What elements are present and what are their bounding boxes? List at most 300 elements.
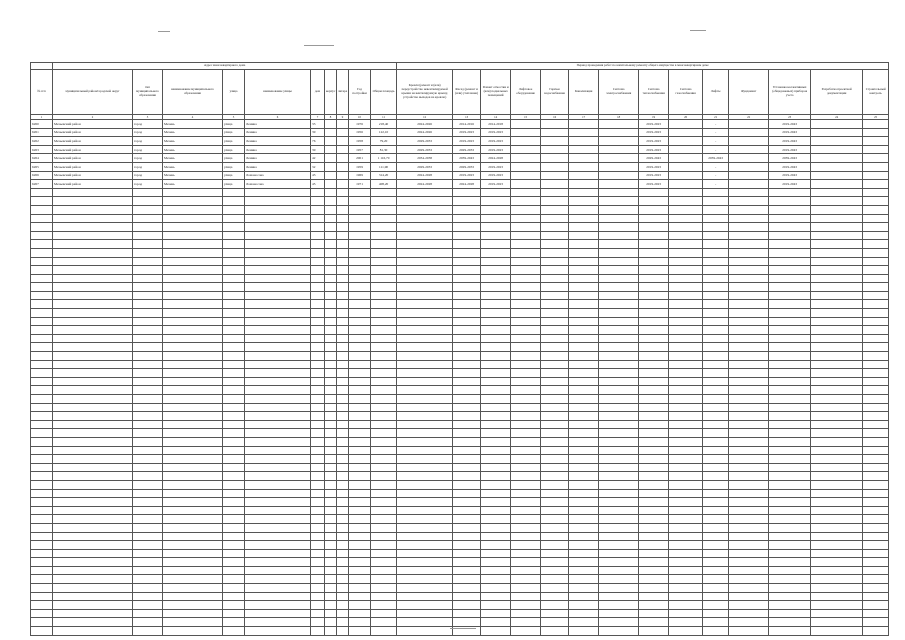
table-cell: [325, 386, 337, 395]
table-cell: [811, 266, 863, 275]
table-cell: [569, 618, 599, 627]
table-cell: [599, 128, 639, 137]
table-cell: [811, 429, 863, 438]
table-cell: [245, 584, 311, 593]
table-cell: [223, 420, 245, 429]
table-cell: [31, 412, 53, 421]
table-cell: [863, 377, 889, 386]
table-cell: [703, 515, 729, 524]
table-cell: [453, 566, 481, 575]
table-cell: [569, 592, 599, 601]
table-cell: [31, 214, 53, 223]
table-cell: [639, 601, 669, 610]
table-cell: 2029-2043: [639, 154, 669, 163]
table-cell: [669, 455, 703, 464]
table-cell: [569, 309, 599, 318]
table-cell: [729, 566, 769, 575]
table-cell: [337, 223, 349, 232]
table-cell: [453, 377, 481, 386]
table-cell: [729, 145, 769, 154]
table-cell: [311, 377, 325, 386]
table-cell: [811, 274, 863, 283]
table-cell: [133, 566, 163, 575]
table-cell: [371, 506, 397, 515]
table-cell: [769, 188, 811, 197]
table-cell: [163, 386, 223, 395]
table-cell: [311, 566, 325, 575]
table-cell: [349, 523, 371, 532]
table-cell: [541, 317, 569, 326]
table-cell: 2019-2023: [453, 137, 481, 146]
table-cell: [133, 515, 163, 524]
table-cell: 2019-2043: [769, 171, 811, 180]
table-cell: [511, 180, 541, 189]
table-cell: [511, 188, 541, 197]
table-cell: [133, 627, 163, 636]
column-header: Лифты: [703, 70, 729, 115]
table-cell: [163, 566, 223, 575]
table-cell: [397, 412, 453, 421]
table-cell: [337, 575, 349, 584]
table-cell: [769, 300, 811, 309]
table-cell: [511, 326, 541, 335]
table-cell: [769, 609, 811, 618]
table-cell: [541, 137, 569, 146]
table-cell: Мезень: [163, 162, 223, 171]
table-cell: [397, 627, 453, 636]
column-number: 15: [511, 115, 541, 120]
table-cell: [639, 231, 669, 240]
table-cell: [349, 214, 371, 223]
table-cell: [325, 480, 337, 489]
table-cell: [639, 248, 669, 257]
table-cell: [311, 558, 325, 567]
table-cell: [245, 377, 311, 386]
table-cell: [511, 541, 541, 550]
table-cell: 2014-2018: [481, 120, 511, 129]
table-cell: [569, 463, 599, 472]
table-cell: [811, 403, 863, 412]
table-cell: [337, 334, 349, 343]
table-cell: [349, 317, 371, 326]
table-cell: [703, 463, 729, 472]
table-cell: [349, 369, 371, 378]
table-cell: [133, 343, 163, 352]
table-cell: 2019-2023: [639, 171, 669, 180]
column-header: корпус: [325, 70, 337, 115]
table-cell: [371, 231, 397, 240]
table-cell: [481, 592, 511, 601]
table-cell: [337, 609, 349, 618]
table-cell: [53, 231, 133, 240]
table-cell: [863, 231, 889, 240]
table-cell: [863, 360, 889, 369]
table-cell: [669, 137, 703, 146]
table-cell: [371, 205, 397, 214]
table-cell: [541, 472, 569, 481]
table-cell: [311, 274, 325, 283]
table-cell: [669, 498, 703, 507]
table-cell: [599, 575, 639, 584]
table-cell: 408,20: [371, 180, 397, 189]
table-cell: [337, 352, 349, 361]
table-cell: [337, 205, 349, 214]
table-cell: [163, 266, 223, 275]
table-cell: [453, 446, 481, 455]
table-cell: [729, 558, 769, 567]
table-cell: [729, 609, 769, 618]
table-cell: 43: [311, 171, 325, 180]
table-cell: [481, 240, 511, 249]
table-cell: [31, 326, 53, 335]
table-cell: [163, 618, 223, 627]
table-cell: [397, 240, 453, 249]
table-cell: [729, 455, 769, 464]
table-cell: [453, 197, 481, 206]
table-cell: [397, 506, 453, 515]
table-cell: [569, 266, 599, 275]
table-cell: [481, 566, 511, 575]
table-cell: Мезьевский район: [53, 145, 133, 154]
table-cell: [31, 609, 53, 618]
table-cell: [349, 420, 371, 429]
table-cell: [769, 515, 811, 524]
column-number: 21: [703, 115, 729, 120]
table-cell: [481, 584, 511, 593]
table-cell: [863, 205, 889, 214]
table-cell: [769, 592, 811, 601]
table-cell: [325, 352, 337, 361]
table-cell: [31, 403, 53, 412]
table-cell: [569, 566, 599, 575]
table-cell: [639, 317, 669, 326]
table-cell: [811, 120, 863, 129]
table-cell: [481, 515, 511, 524]
table-cell: [481, 575, 511, 584]
group-header-address: Адрес многоквартирного дома: [53, 63, 397, 70]
table-cell: [349, 566, 371, 575]
table-cell: [569, 386, 599, 395]
table-cell: [569, 446, 599, 455]
table-cell: [541, 429, 569, 438]
table-cell: [349, 205, 371, 214]
table-cell: [223, 334, 245, 343]
table-cell: [541, 180, 569, 189]
table-cell: [325, 575, 337, 584]
table-cell: [569, 360, 599, 369]
table-cell: [163, 223, 223, 232]
table-cell: Мезьевский район: [53, 137, 133, 146]
table-cell: [31, 584, 53, 593]
table-cell: [245, 386, 311, 395]
table-cell: [31, 523, 53, 532]
table-cell: [31, 489, 53, 498]
table-cell: [703, 188, 729, 197]
table-cell: [863, 300, 889, 309]
table-cell: [163, 205, 223, 214]
table-cell: [569, 248, 599, 257]
column-number: 12: [397, 115, 453, 120]
table-cell: [397, 609, 453, 618]
table-cell: [223, 463, 245, 472]
table-cell: [599, 480, 639, 489]
table-cell: [639, 188, 669, 197]
table-cell: [311, 188, 325, 197]
table-cell: [397, 317, 453, 326]
table-cell: [703, 197, 729, 206]
table-cell: [53, 223, 133, 232]
table-cell: [639, 429, 669, 438]
table-cell: [337, 455, 349, 464]
table-cell: [599, 369, 639, 378]
table-cell: [371, 317, 397, 326]
table-cell: [639, 334, 669, 343]
table-cell: [311, 386, 325, 395]
table-cell: [729, 326, 769, 335]
table-cell: [337, 523, 349, 532]
table-cell: [133, 291, 163, 300]
table-cell: [337, 532, 349, 541]
table-row: [31, 162, 889, 171]
table-cell: [311, 575, 325, 584]
table-cell: [337, 429, 349, 438]
table-cell: [53, 214, 133, 223]
table-cell: [371, 395, 397, 404]
table-cell: [53, 532, 133, 541]
table-cell: [53, 437, 133, 446]
table-cell: 6261: [31, 128, 53, 137]
table-cell: [669, 575, 703, 584]
table-cell: [163, 395, 223, 404]
table-cell: 2019-2023: [481, 180, 511, 189]
table-cell: [311, 420, 325, 429]
table-cell: [541, 274, 569, 283]
table-cell: [481, 197, 511, 206]
table-cell: [729, 515, 769, 524]
table-cell: 2019-2023: [481, 137, 511, 146]
table-cell: [397, 420, 453, 429]
table-cell: [639, 309, 669, 318]
table-cell: 1 116,70: [371, 154, 397, 163]
table-cell: [511, 420, 541, 429]
table-cell: [53, 575, 133, 584]
table-cell: [669, 480, 703, 489]
table-cell: [481, 223, 511, 232]
table-cell: [863, 506, 889, 515]
table-cell: [541, 214, 569, 223]
table-row: [31, 446, 889, 455]
table-cell: [349, 231, 371, 240]
table-cell: [481, 274, 511, 283]
table-cell: [481, 472, 511, 481]
table-cell: [703, 429, 729, 438]
table-cell: [133, 549, 163, 558]
table-cell: 2029-2033: [453, 145, 481, 154]
table-cell: [453, 584, 481, 593]
table-cell: [811, 446, 863, 455]
table-cell: [245, 446, 311, 455]
table-cell: [337, 558, 349, 567]
table-row: [31, 257, 889, 266]
table-cell: [729, 180, 769, 189]
table-row: [31, 360, 889, 369]
table-cell: [569, 515, 599, 524]
table-cell: город: [133, 137, 163, 146]
table-cell: [541, 412, 569, 421]
table-cell: [337, 369, 349, 378]
table-cell: [325, 515, 337, 524]
table-cell: [53, 420, 133, 429]
table-cell: [541, 532, 569, 541]
table-cell: [599, 386, 639, 395]
column-number: 11: [371, 115, 397, 120]
table-row: [31, 317, 889, 326]
table-cell: [453, 326, 481, 335]
table-cell: [703, 326, 729, 335]
table-cell: [223, 369, 245, 378]
table-cell: [245, 223, 311, 232]
table-cell: [511, 154, 541, 163]
table-cell: [669, 300, 703, 309]
table-cell: Ленина: [245, 154, 311, 163]
column-header: Ремонт отмостки и (или) подвальных помещений: [481, 70, 511, 115]
table-cell: [481, 352, 511, 361]
table-cell: [811, 145, 863, 154]
table-cell: [337, 395, 349, 404]
table-cell: [863, 541, 889, 550]
table-cell: [811, 463, 863, 472]
table-cell: [325, 188, 337, 197]
table-cell: [53, 506, 133, 515]
table-cell: [31, 257, 53, 266]
document-sheet: [30, 62, 888, 636]
table-cell: [31, 558, 53, 567]
table-cell: [349, 386, 371, 395]
table-cell: [639, 214, 669, 223]
table-cell: [481, 395, 511, 404]
table-cell: [769, 437, 811, 446]
table-cell: [541, 171, 569, 180]
table-cell: [511, 343, 541, 352]
table-cell: 2019-2043: [769, 137, 811, 146]
table-cell: [863, 154, 889, 163]
table-cell: [223, 343, 245, 352]
table-cell: [811, 162, 863, 171]
table-cell: [669, 248, 703, 257]
table-cell: [639, 541, 669, 550]
table-cell: [53, 558, 133, 567]
table-cell: [703, 334, 729, 343]
table-cell: [863, 326, 889, 335]
table-cell: 2019-2043: [769, 180, 811, 189]
table-cell: [397, 549, 453, 558]
table-cell: [541, 352, 569, 361]
table-cell: [669, 334, 703, 343]
table-cell: [569, 437, 599, 446]
table-cell: [669, 257, 703, 266]
table-cell: [569, 558, 599, 567]
table-cell: [541, 162, 569, 171]
table-row: [31, 128, 889, 137]
table-cell: [569, 455, 599, 464]
table-cell: [481, 506, 511, 515]
table-cell: [397, 601, 453, 610]
table-cell: [769, 506, 811, 515]
table-cell: [349, 575, 371, 584]
table-cell: [863, 257, 889, 266]
table-cell: [223, 549, 245, 558]
table-cell: Ленина: [245, 162, 311, 171]
table-cell: [349, 609, 371, 618]
table-cell: 33: [311, 120, 325, 129]
table-cell: [703, 541, 729, 550]
table-cell: [811, 360, 863, 369]
table-cell: [311, 309, 325, 318]
table-cell: [133, 369, 163, 378]
table-cell: [541, 266, 569, 275]
table-cell: [729, 472, 769, 481]
table-cell: [245, 506, 311, 515]
table-cell: [669, 549, 703, 558]
table-cell: [133, 283, 163, 292]
table-cell: [133, 472, 163, 481]
table-cell: [53, 541, 133, 550]
column-header: Горячее водоснабжение: [541, 70, 569, 115]
table-cell: [669, 506, 703, 515]
table-cell: [669, 317, 703, 326]
table-cell: [397, 352, 453, 361]
table-cell: [397, 343, 453, 352]
table-cell: [541, 627, 569, 636]
table-cell: [397, 377, 453, 386]
table-cell: [769, 463, 811, 472]
table-cell: [511, 145, 541, 154]
table-cell: [325, 506, 337, 515]
table-cell: [133, 429, 163, 438]
table-cell: [223, 205, 245, 214]
column-number: 5: [223, 115, 245, 120]
table-cell: [53, 592, 133, 601]
table-cell: [337, 584, 349, 593]
table-cell: [703, 609, 729, 618]
table-row: [31, 214, 889, 223]
table-cell: [481, 300, 511, 309]
table-cell: [541, 240, 569, 249]
table-cell: [223, 566, 245, 575]
table-cell: [541, 223, 569, 232]
table-cell: [811, 369, 863, 378]
table-cell: [599, 180, 639, 189]
table-cell: [541, 498, 569, 507]
table-cell: [453, 480, 481, 489]
table-cell: [245, 601, 311, 610]
table-cell: [669, 145, 703, 154]
table-cell: [245, 618, 311, 627]
table-cell: [223, 248, 245, 257]
table-cell: [703, 627, 729, 636]
table-cell: [337, 291, 349, 300]
table-cell: [133, 437, 163, 446]
table-cell: [53, 498, 133, 507]
table-cell: [325, 240, 337, 249]
table-cell: [163, 601, 223, 610]
column-number: 8: [325, 115, 337, 120]
table-cell: [669, 326, 703, 335]
table-cell: [811, 412, 863, 421]
table-cell: [133, 317, 163, 326]
column-number: 4: [163, 115, 223, 120]
table-cell: [481, 463, 511, 472]
